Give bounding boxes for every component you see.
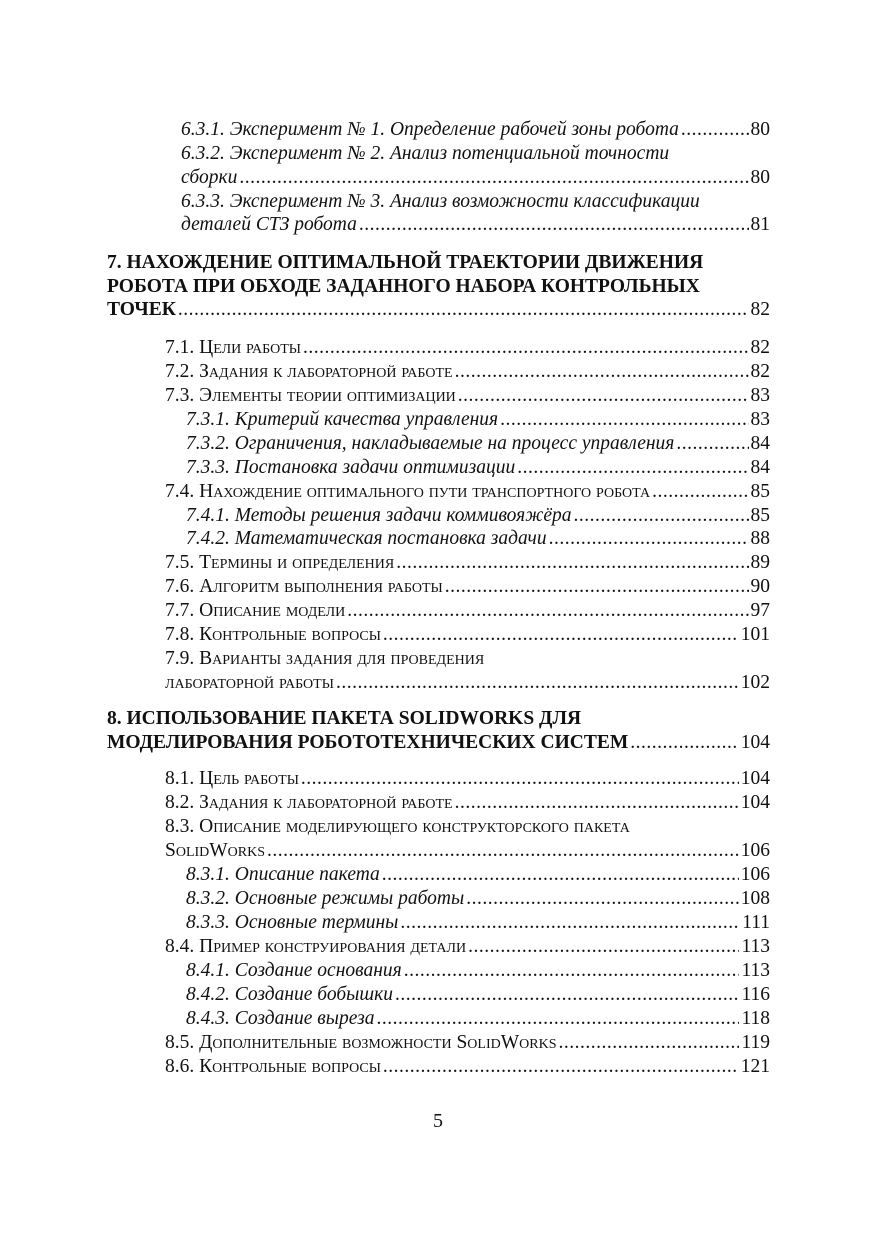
- toc-leader-dots: [376, 1007, 739, 1031]
- toc-entry: [181, 190, 770, 214]
- toc-leader-dots: [396, 551, 748, 575]
- toc-leader-dots: [383, 623, 739, 647]
- toc-section-title: 7.3. Элементы теории оптимизации: [165, 385, 456, 406]
- toc-subsection: [186, 456, 770, 480]
- toc-section-page: 104: [740, 792, 770, 813]
- toc-subsection-title: 7.3.1. Критерий качества управления: [186, 409, 499, 430]
- toc-subsection-page: 118: [741, 1008, 770, 1029]
- toc-subsection: [186, 1007, 770, 1031]
- toc-section-title: 8.4. Пример конструирования детали: [165, 936, 467, 957]
- toc-section: [165, 647, 770, 671]
- toc-entry-title: 6.3.3. Эксперимент № 3. Анализ возможности классификации: [181, 191, 700, 212]
- toc-chapter-title: МОДЕЛИРОВАНИЯ РОБОТОТЕХНИЧЕСКИХ СИСТЕМ: [107, 732, 629, 753]
- toc-subsection-page: 85: [750, 505, 770, 526]
- toc-leader-dots: [500, 408, 748, 432]
- toc-section-title: 7.4. Нахождение оптимального пути транспортного робота: [165, 481, 651, 502]
- toc-entry-title: деталей СТЗ робота: [181, 214, 357, 235]
- toc-leader-dots: [303, 336, 749, 360]
- toc-subsection-title: 8.3.2. Основные режимы работы: [186, 888, 465, 909]
- toc-entry-title: 6.3.2. Эксперимент № 2. Анализ потенциальной точности: [181, 143, 670, 164]
- toc-section-title: 7.7. Описание модели: [165, 600, 346, 621]
- toc-subsection: [186, 911, 770, 935]
- toc-section-page: 83: [750, 385, 770, 406]
- toc-leader-dots: [458, 384, 749, 408]
- toc-leader-dots: [400, 911, 740, 935]
- toc-leader-dots: [681, 118, 749, 142]
- toc-section-page: 90: [750, 576, 770, 597]
- toc-section-page: 104: [740, 768, 770, 789]
- toc-subsection: [186, 527, 770, 551]
- toc-section-title: 7.2. Задания к лабораторной работе: [165, 361, 453, 382]
- toc-leader-dots: [347, 599, 748, 623]
- toc-subsection: [186, 959, 770, 983]
- toc-chapter: [107, 298, 770, 322]
- toc-section-page: 119: [741, 1032, 770, 1053]
- toc-subsection-page: 84: [750, 433, 770, 454]
- toc-section-page: 121: [740, 1056, 770, 1077]
- toc-section-page: 89: [750, 552, 770, 573]
- toc-section: [165, 623, 770, 647]
- toc-subsection: [186, 983, 770, 1007]
- toc-section: [165, 767, 770, 791]
- toc-section-title: 8.5. Дополнительные возможности SolidWorks: [165, 1032, 557, 1053]
- toc-subsection-title: 8.4.2. Создание бобышки: [186, 984, 393, 1005]
- toc-subsection-page: 113: [741, 960, 770, 981]
- toc-subsection: [186, 432, 770, 456]
- toc-section-page: 106: [740, 840, 770, 861]
- toc-chapter-title: ТОЧЕК: [107, 299, 176, 320]
- toc-leader-dots: [630, 731, 739, 755]
- toc-entry: [181, 213, 770, 237]
- toc-subsection: [186, 504, 770, 528]
- toc-chapter: [107, 251, 770, 275]
- toc-section: [165, 599, 770, 623]
- toc-section-title: 8.2. Задания к лабораторной работе: [165, 792, 453, 813]
- toc-subsection-title: 7.4.1. Методы решения задачи коммивояжёра: [186, 505, 572, 526]
- toc-section: [165, 336, 770, 360]
- toc-entry-page: 80: [750, 167, 770, 188]
- toc-subsection-title: 8.4.1. Создание основания: [186, 960, 402, 981]
- toc-chapter-page: 82: [750, 299, 770, 320]
- toc-section: [165, 791, 770, 815]
- toc-leader-dots: [395, 983, 740, 1007]
- toc-subsection-title: 7.3.2. Ограничения, накладываемые на процесс управления: [186, 433, 675, 454]
- toc-leader-dots: [652, 480, 748, 504]
- toc-section-page: 97: [750, 600, 770, 621]
- toc-leader-dots: [336, 671, 739, 695]
- toc-chapter: [107, 707, 770, 731]
- toc-section-title: 8.3. Описание моделирующего конструкторского пакета: [165, 816, 630, 837]
- toc-leader-dots: [301, 767, 739, 791]
- toc-subsection: [186, 863, 770, 887]
- toc-entry: [181, 166, 770, 190]
- toc-section-title: 7.1. Цели работы: [165, 337, 301, 358]
- toc-subsection-page: 88: [750, 528, 770, 549]
- toc-section: [165, 815, 770, 839]
- toc-chapter: [107, 275, 770, 299]
- toc-section-title: 7.9. Варианты задания для проведения: [165, 648, 485, 669]
- toc-subsection-title: 7.3.3. Постановка задачи оптимизации: [186, 457, 516, 478]
- toc-section: [165, 480, 770, 504]
- toc-leader-dots: [445, 575, 749, 599]
- toc-entry: [181, 142, 770, 166]
- toc-section-page: 101: [740, 624, 770, 645]
- toc-subsection-page: 116: [741, 984, 770, 1005]
- toc-chapter-page: 104: [740, 732, 770, 753]
- toc-entry-title: сборки: [181, 167, 238, 188]
- toc-leader-dots: [455, 791, 739, 815]
- toc-section: [165, 551, 770, 575]
- toc-subsection-page: 84: [750, 457, 770, 478]
- toc-section-title: 7.5. Термины и определения: [165, 552, 395, 573]
- toc-section-page: 82: [750, 337, 770, 358]
- toc-subsection-page: 111: [742, 912, 770, 933]
- toc-section-page: 85: [750, 481, 770, 502]
- toc-leader-dots: [517, 456, 748, 480]
- toc-subsection-title: 8.3.3. Основные термины: [186, 912, 399, 933]
- toc-subsection-title: 8.4.3. Создание выреза: [186, 1008, 375, 1029]
- toc-section: [165, 671, 770, 695]
- toc-section-title: 7.6. Алгоритм выполнения работы: [165, 576, 443, 597]
- toc-section: [165, 935, 770, 959]
- toc-entry-page: 80: [750, 119, 770, 140]
- toc-leader-dots: [404, 959, 740, 983]
- toc-subsection-title: 7.4.2. Математическая постановка задачи: [186, 528, 547, 549]
- toc-leader-dots: [178, 298, 749, 322]
- toc-section-title: лабораторной работы: [165, 672, 334, 693]
- toc-leader-dots: [468, 935, 739, 959]
- toc-section-page: 102: [740, 672, 770, 693]
- toc-leader-dots: [559, 1031, 740, 1055]
- toc-entry-title: 6.3.1. Эксперимент № 1. Определение рабочей зоны робота: [181, 119, 679, 140]
- toc-section-title: 8.1. Цель работы: [165, 768, 299, 789]
- toc-leader-dots: [549, 527, 749, 551]
- toc-section: [165, 360, 770, 384]
- toc-subsection-page: 108: [740, 888, 770, 909]
- toc-section: [165, 575, 770, 599]
- toc-section: [165, 384, 770, 408]
- toc-leader-dots: [239, 166, 748, 190]
- toc-leader-dots: [359, 213, 749, 237]
- toc-section: [165, 839, 770, 863]
- toc-leader-dots: [676, 432, 748, 456]
- toc-leader-dots: [267, 839, 739, 863]
- toc-entry: [181, 118, 770, 142]
- toc-chapter-title: 8. ИСПОЛЬЗОВАНИЕ ПАКЕТА SOLIDWORKS ДЛЯ: [107, 708, 582, 729]
- toc-subsection-title: 8.3.1. Описание пакета: [186, 864, 380, 885]
- toc-subsection-page: 106: [740, 864, 770, 885]
- toc-leader-dots: [382, 863, 739, 887]
- toc-leader-dots: [574, 504, 749, 528]
- toc-subsection: [186, 408, 770, 432]
- toc-leader-dots: [455, 360, 749, 384]
- toc-section: [165, 1031, 770, 1055]
- toc-chapter-title: РОБОТА ПРИ ОБХОДЕ ЗАДАННОГО НАБОРА КОНТРОЛЬНЫХ: [107, 276, 700, 297]
- toc-subsection-page: 83: [750, 409, 770, 430]
- toc-chapter-title: 7. НАХОЖДЕНИЕ ОПТИМАЛЬНОЙ ТРАЕКТОРИИ ДВИЖЕНИЯ: [107, 252, 704, 273]
- toc-section: [165, 1055, 770, 1079]
- toc-section-title: 7.8. Контрольные вопросы: [165, 624, 381, 645]
- toc-section-page: 82: [750, 361, 770, 382]
- toc-chapter: [107, 731, 770, 755]
- toc-entry-page: 81: [750, 214, 770, 235]
- toc-section-page: 113: [741, 936, 770, 957]
- toc-section-title: SolidWorks: [165, 840, 266, 861]
- toc-section-title: 8.6. Контрольные вопросы: [165, 1056, 381, 1077]
- page-number: 5: [433, 1110, 443, 1132]
- toc-leader-dots: [383, 1055, 739, 1079]
- toc-subsection: [186, 887, 770, 911]
- toc-leader-dots: [466, 887, 739, 911]
